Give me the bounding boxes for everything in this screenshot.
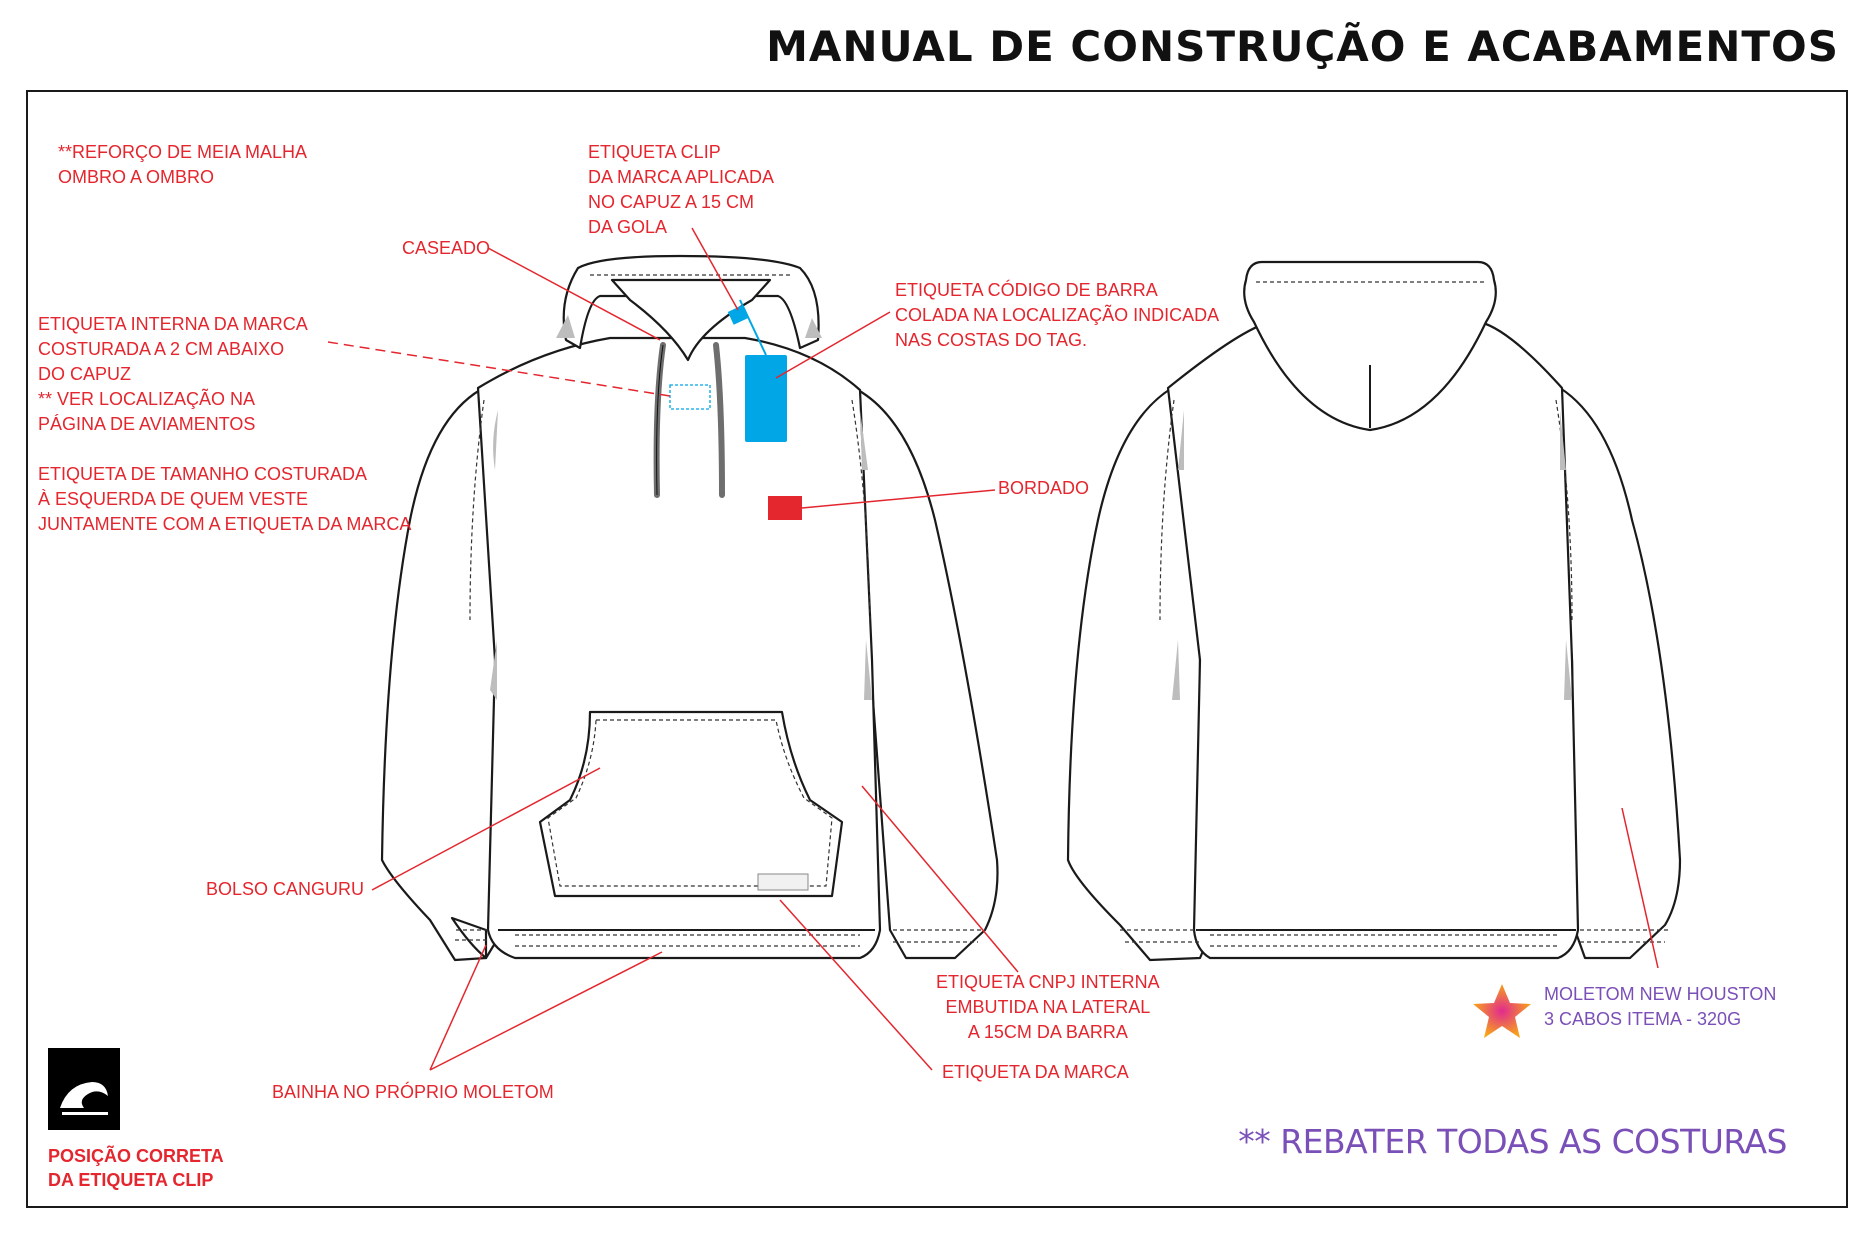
star-icon [1473,984,1531,1038]
label-bainha: BAINHA NO PRÓPRIO MOLETOM [272,1082,554,1102]
label-etiqueta-clip: ETIQUETA CLIP DA MARCA APLICADA NO CAPUZ A 15 CM DA GOLA [588,142,775,237]
note-clip-position: POSIÇÃO CORRETA DA ETIQUETA CLIP [48,1146,224,1190]
label-bolso: BOLSO CANGURU [206,879,365,899]
brand-wave-logo-icon [48,1048,120,1130]
embroidery-swatch [768,496,802,520]
label-moletom: MOLETOM NEW HOUSTON 3 CABOS ITEMA - 320G [1544,984,1777,1029]
hoodie-front [382,256,998,960]
label-cnpj: ETIQUETA CNPJ INTERNA EMBUTIDA NA LATERAL A 15CM DA BARRA [936,972,1160,1042]
label-etiqueta-tamanho: ETIQUETA DE TAMANHO COSTURADA À ESQUERDA DE QUEM VESTE JUNTAMENTE COM A ETIQUETA DA MARCA [38,464,412,534]
brand-label-swatch [758,874,808,890]
label-etiqueta-codigo: ETIQUETA CÓDIGO DE BARRA COLADA NA LOCALIZAÇÃO INDICADA NAS COSTAS DO TAG. [895,280,1220,350]
label-etiqueta-marca: ETIQUETA DA MARCA [942,1062,1129,1082]
back-right-sleeve [1560,388,1680,958]
label-caseado: CASEADO [402,238,491,258]
label-etiqueta-interna: ETIQUETA INTERNA DA MARCA COSTURADA A 2 CM ABAIXO DO CAPUZ ** VER LOCALIZAÇÃO NA PÁGINA DE AVIAMENTOS [38,314,308,434]
label-reforco: **REFORÇO DE MEIA MALHA OMBRO A OMBRO [58,142,308,187]
hoodie-back [1068,262,1680,960]
label-bordado: BORDADO [998,478,1090,498]
barcode-tag [745,355,787,442]
note-rebater: ** REBATER TODAS AS COSTURAS [1238,1122,1787,1161]
page-title: MANUAL DE CONSTRUÇÃO E ACABAMENTOS [766,22,1839,71]
